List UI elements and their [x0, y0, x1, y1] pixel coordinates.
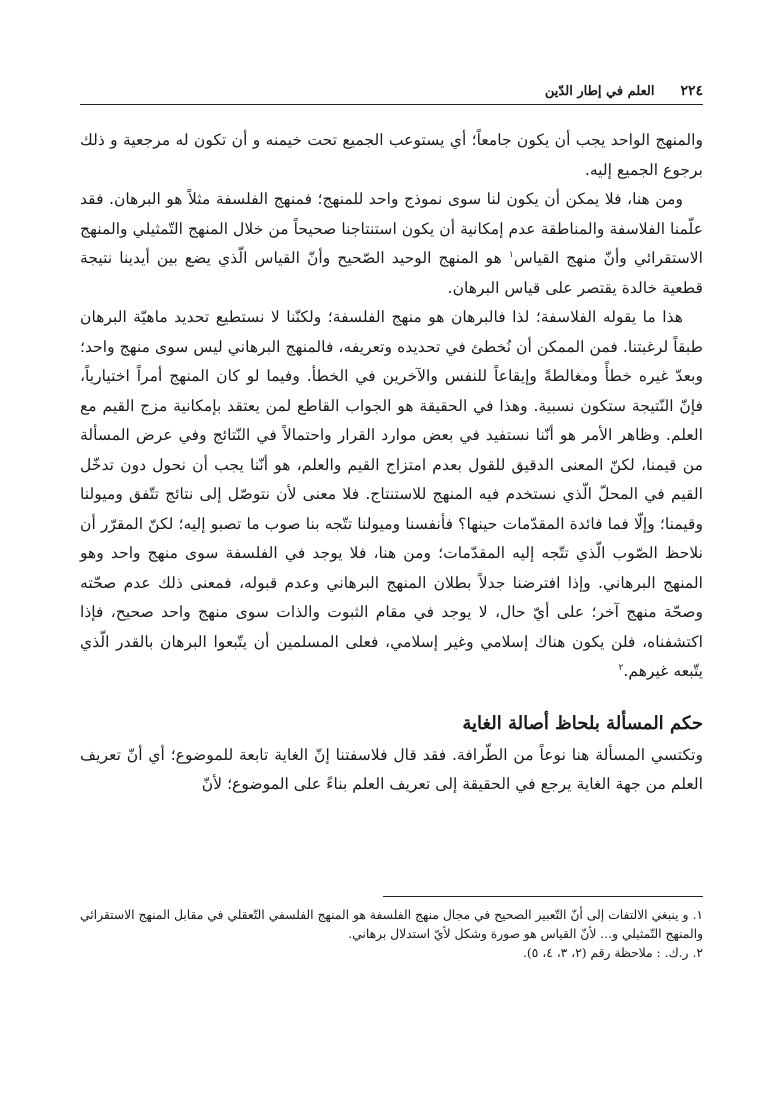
footnote-2-number: ٢.: [692, 946, 703, 960]
main-text: [80, 126, 703, 800]
paragraph-2-text-after-note: هو المنهج الوحيد الصّحيح وأنّ القياس الّذي يضع بين أيدينا نتيجة قطعية خالدة يقتصر على قياس البرهان.: [80, 249, 703, 297]
section-paragraph-text: وتكتسي المسألة هنا نوعاً من الطّرافة. فقد قال فلاسفتنا إنّ الغاية تابعة للموضوع؛ أي أنّ تعريف العلم من جهة الغاية يرجع في الحقيقة إلى تعريف العلم بناءً على الموضوع؛ لأنّ: [80, 745, 703, 793]
paragraph-2-text-before-note: ومن هنا، فلا يمكن أن يكون لنا سوى نموذج واحد للمنهج؛ فمنهج الفلسفة مثلاً هو البرهان. فقد علّمنا الفلاسفة والمناطقة عدم إمكانية أن يكون استنتاجنا صحيحاً من خلال المنهج التّمثيلي والمنهج الاستقرائي وأنّ منهج القياس: [80, 190, 703, 267]
page-number: ٢٢٤: [680, 83, 703, 99]
paragraph-1-text: والمنهج الواحد يجب أن يكون جامعاً؛ أي يستوعب الجميع تحت خيمنه و أن تكون له مرجعية و ذلك برجوع الجميع إليه.: [80, 131, 703, 179]
footnote-1-text: و ينبغي الالتفات إلى أنّ التّعبير الصحيح في مجال منهج الفلسفة هو المنهج الفلسفي التّعقلي في مقابل المنهج الاستقرائي والمنهج التّمثيلي و... لأنّ القياس هو صورة وشكل لأيّ استدلال برهاني.: [80, 908, 703, 941]
footnote-ref-2[interactable]: ٢: [618, 662, 624, 673]
footnote-divider: [383, 896, 703, 897]
paragraph-1: [80, 126, 703, 185]
footnote-1-number: ١.: [692, 908, 703, 922]
header-divider: [80, 104, 703, 105]
paragraph-2: [80, 185, 703, 303]
paragraph-3: [80, 303, 703, 687]
section-heading: حكم المسألة بلحاظ أصالة الغاية: [462, 712, 703, 734]
footnote-1: [80, 906, 703, 944]
footnote-ref-1[interactable]: ١: [508, 249, 514, 260]
footnote-2: [80, 944, 703, 963]
footnotes: [80, 906, 703, 963]
footnote-2-text: ر.ك. : ملاحظة رقم (٢، ٣، ٤، ٥).: [522, 946, 689, 960]
paragraph-3-text: هذا ما يقوله الفلاسفة؛ لذا فالبرهان هو منهج الفلسفة؛ ولكنّنا لا نستطيع تحديد ماهيّة البرهان طبقاً لرغبتنا. فمن الممكن أن نُخطئ في تحديده وتعريفه، فالمنهج البرهاني ليس سوى منهج واحد؛ وبعدّ غيره خطأً ومغالطةً وإيقاعاً للنفس والآخرين في الخطأ. وفيما لو كان المنهج أمراً اختيارياً، فإنّ النّتيجة ستكون نسبية. وهذا في الحقيقة هو الجواب القاطع لمن يعتقد بإمكانية مزج القيم مع العلم. وظاهر الأمر هو أنّنا نستفيد في بعض موارد القرار واحتمالاً في النّتائج وفي عرض المسألة من قيمنا، لكنّ المعنى الدقيق للقول بعدم امتزاج القيم والعلم، هو أنّنا يجب أن نحول دون تدخّل القيم في المحلّ الّذي نستخدم فيه المنهج للاستنتاج. فلا معنى لأن نتوصّل إلى نتائج تتّفق وميولنا وقيمنا؛ وإلّا فما فائدة المقدّمات حينها؟ فأنفسنا وميولنا تتّجه بنا صوب ما تصبو إليه؛ لكنّ المقرّر أن نلاحظ الصّوب الّذي تتّجه إليه المقدّمات؛ ومن هنا، فلا يوجد في الفلسفة سوى منهج واحد وهو المنهج البرهاني. وإذا افترضنا جدلاً بطلان المنهج البرهاني وعدم قبوله، فمعنى ذلك عدم صحّته وصحّة منهج آخر؛ على أيّ حال، لا يوجد في مقام الثبوت والذات سوى منهج واحد صحيح، فإذا اكتشفناه، فلن يكون هناك إسلامي وغير إسلامي، فعلى المسلمين أن يتّبعوا البرهان بالقدر الّذي يتّبعه غيرهم.: [80, 308, 703, 680]
running-header: [80, 80, 703, 102]
section-paragraph: [80, 741, 703, 800]
running-title: العلم في إطار الدّين: [544, 83, 655, 99]
